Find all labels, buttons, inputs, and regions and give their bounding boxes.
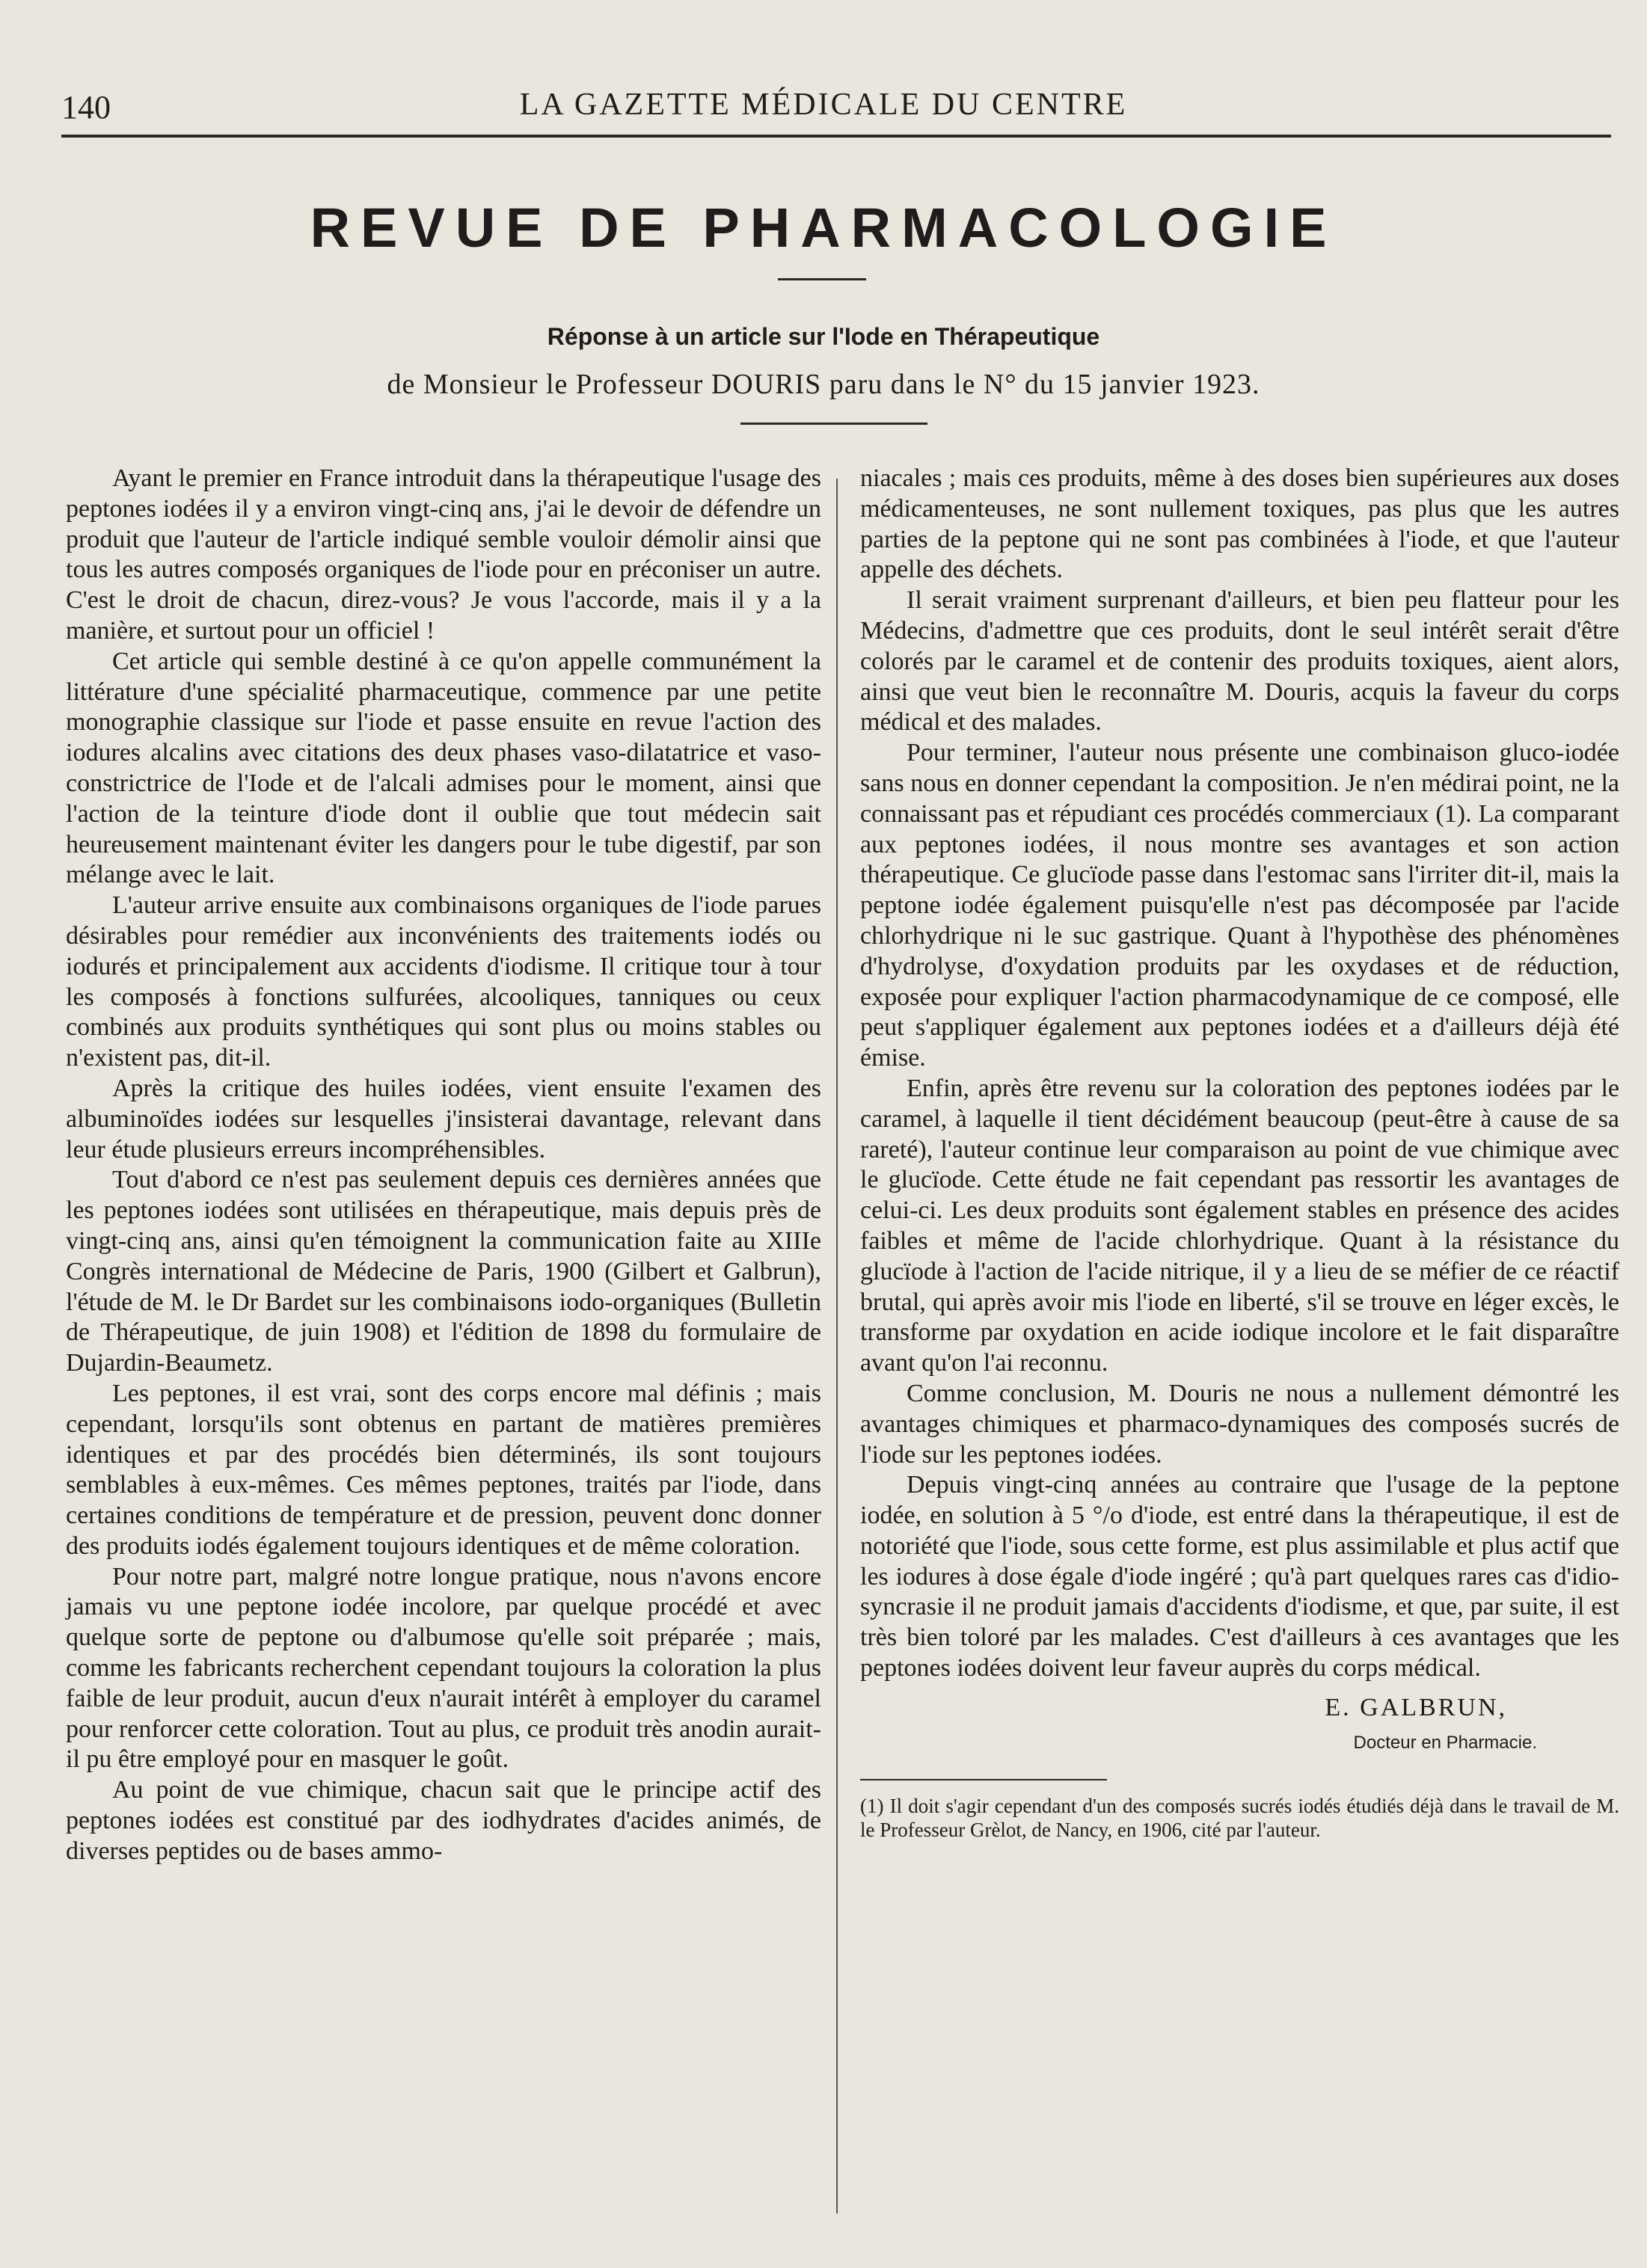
page-number: 140 [61, 89, 111, 126]
paragraph: Au point de vue chimique, chacun sait que le principe actif des peptones iodées est constitué par des iodhydrates d'acides animés, de diverses peptides ou de bases ammo- [66, 1776, 821, 1865]
author-signature: E. GALBRUN, [1325, 1693, 1507, 1721]
left-column [66, 464, 821, 1867]
article-title: Réponse à un article sur l'Iode en Thérapeutique [547, 323, 1100, 350]
article-subtitle: de Monsieur le Professeur DOURIS paru dans le N° du 15 janvier 1923. [387, 369, 1260, 400]
paragraph: Il serait vraiment surprenant d'ailleurs, et bien peu flatteur pour les Médecins, d'admettre que ces produits, dont le seul intérêt serait d'être colorés par le caramel et de contenir des produits toxiques, aient alors, ainsi que veut bien le reconnaître M. Douris, acquis la faveur du corps médical et des malades. [860, 586, 1619, 737]
paragraph: niacales ; mais ces produits, même à des doses bien supérieures aux doses médicamenteuses, ne sont nullement toxiques, pas plus que les autres parties de la peptone qui ne sont pas combinées à l'iode, et que l'auteur appelle des déchets. [860, 464, 1619, 584]
title-divider [778, 278, 866, 280]
paragraph: Cet article qui semble destiné à ce qu'on appelle communément la littérature d'une spécialité pharmaceutique, commence par une petite monographie classique sur l'iode et passe ensuite en revue l'action des iodures alcalins avec citations des deux phases vaso-dilatatrice et vaso-constrictrice de l'Iode et de l'alcali admises pour le moment, ainsi que l'action de la teinture d'iode dont il oublie que tout médecin sait heureusement maintenant éviter les dangers pour le tube digestif, par son mélange avec le lait. [66, 647, 821, 889]
section-title: REVUE DE PHARMACOLOGIE [310, 197, 1337, 259]
paragraph: Comme conclusion, M. Douris ne nous a nullement démontré les avantages chimiques et pharmaco-dynamiques des composés sucrés de l'iode sur les peptones iodées. [860, 1379, 1619, 1469]
paragraph: Pour notre part, malgré notre longue pratique, nous n'avons encore jamais vu une peptone iodée incolore, par quelque procédé et avec quelque sorte de peptone ou d'albumose qu'elle soit préparée ; mais, comme les fabricants recherchent cependant toujours la coloration la plus faible de leur produit, aucun d'eux n'aurait intérêt à employer du caramel pour renforcer cette coloration. Tout au plus, ce produit très anodin aurait-il pu être employé pour en masquer le goût. [66, 1562, 821, 1774]
column-divider [836, 479, 838, 2213]
running-title: LA GAZETTE MÉDICALE DU CENTRE [519, 87, 1128, 122]
paragraph: L'auteur arrive ensuite aux combinaisons organiques de l'iode parues désirables pour remédier aux inconvénients des traitements iodés ou iodurés et principalement aux accidents d'iodisme. Il critique tour à tour les composés à fonctions sulfurées, alcooliques, tanniques ou ceux combinés aux produits synthétiques qui sont plus ou moins stables ou n'existent pas, dit-il. [66, 891, 821, 1072]
right-column [860, 464, 1619, 1842]
paragraph: Enfin, après être revenu sur la coloration des peptones iodées par le caramel, à laquelle il tient décidément beaucoup (peut-être à cause de sa rareté), l'auteur continue leur comparaison au point de vue chimique avec le glucïode. Cette étude ne fait cependant pas ressortir les avantages de celui-ci. Les deux produits sont également stables en présence des acides faibles et même de l'acide chlorhydrique. Quant à la résistance du glucïode à l'action de l'acide nitrique, il y a lieu de se méfier de ce réactif brutal, qui après avoir mis l'iode en liberté, s'il se trouve en léger excès, le transforme par oxydation en acide iodique incolore et le fait disparaître avant qu'on l'ai reconnu. [860, 1074, 1619, 1377]
header-rule [61, 135, 1611, 138]
paragraph: Les peptones, il est vrai, sont des corps encore mal définis ; mais cependant, lorsqu'ils sont obtenus en partant de matières premières identiques et par des procédés bien déterminés, ils sont toujours semblables à eux-mêmes. Ces mêmes peptones, traités par l'iode, dans certaines conditions de température et de pression, peuvent donc donner des produits iodés également toujours identiques et de même coloration. [66, 1379, 821, 1560]
paragraph: Ayant le premier en France introduit dans la thérapeutique l'usage des peptones iodées il y a environ vingt-cinq ans, j'ai le devoir de défendre un produit que l'auteur de l'article indiqué semble vouloir démolir ainsi que tous les autres composés organiques de l'iode pour en préconiser un autre. C'est le droit de chacun, direz-vous? Je vous l'accorde, mais il y a la manière, et surtout pour un officiel ! [66, 464, 821, 645]
paragraph: Tout d'abord ce n'est pas seulement depuis ces dernières années que les peptones iodées sont utilisées en thérapeutique, mais depuis près de vingt-cinq ans, ainsi qu'en témoignent la communication faite au XIIIe Congrès international de Médecine de Paris, 1900 (Gilbert et Galbrun), l'étude de M. le Dr Bardet sur les combinaisons iodo-organiques (Bulletin de Thérapeutique, de juin 1908) et l'édition de 1898 du formulaire de Dujardin-Beaumetz. [66, 1166, 821, 1377]
footnote-rule [860, 1779, 1107, 1780]
paragraph: Pour terminer, l'auteur nous présente une combinaison gluco-iodée sans nous en donner cependant la composition. Je n'en médirai point, ne la connaissant pas et répudiant ces procédés commerciaux (1). La comparant aux peptones iodées, il nous montre ses avantages et son action thérapeutique. Ce glucïode passe dans l'estomac sans l'irriter dit-il, mais la peptone iodée également puisqu'elle n'est pas décomposée par l'acide chlorhydrique ni le suc gastrique. Quant à l'hypothèse des phénomènes d'hydrolyse, d'oxydation produits par les oxydases et de réduction, exposée pour expliquer l'action pharmacodynamique de ce composé, elle peut s'appliquer également aux peptones iodées et a d'ailleurs déjà été émise. [860, 739, 1619, 1072]
footnote: (1) Il doit s'agir cependant d'un des composés sucrés iodés étudiés déjà dans le travail de M. le Professeur Grèlot, de Nancy, en 1906, cité par l'auteur. [860, 1795, 1619, 1842]
paragraph: Après la critique des huiles iodées, vient ensuite l'examen des albuminoïdes iodées sur lesquelles j'insisterai davantage, relevant dans leur étude plusieurs erreurs incompréhensibles. [66, 1074, 821, 1164]
author-credential: Docteur en Pharmacie. [1353, 1732, 1537, 1753]
paragraph: Depuis vingt-cinq années au contraire que l'usage de la peptone iodée, en solution à 5 °/o d'iode, est entré dans la thérapeutique, il est de notoriété que l'iode, sous cette forme, est plus assimilable et plus actif que les iodures à dose égale d'iode ingéré ; qu'à part quelques rares cas d'idio-syncrasie il ne produit jamais d'accidents d'iodisme, et que, par suite, il est très bien toloré par les malades. C'est d'ailleurs à ces avantages que les peptones iodées doivent leur faveur auprès du corps médical. [860, 1471, 1619, 1682]
subtitle-divider [740, 422, 927, 425]
